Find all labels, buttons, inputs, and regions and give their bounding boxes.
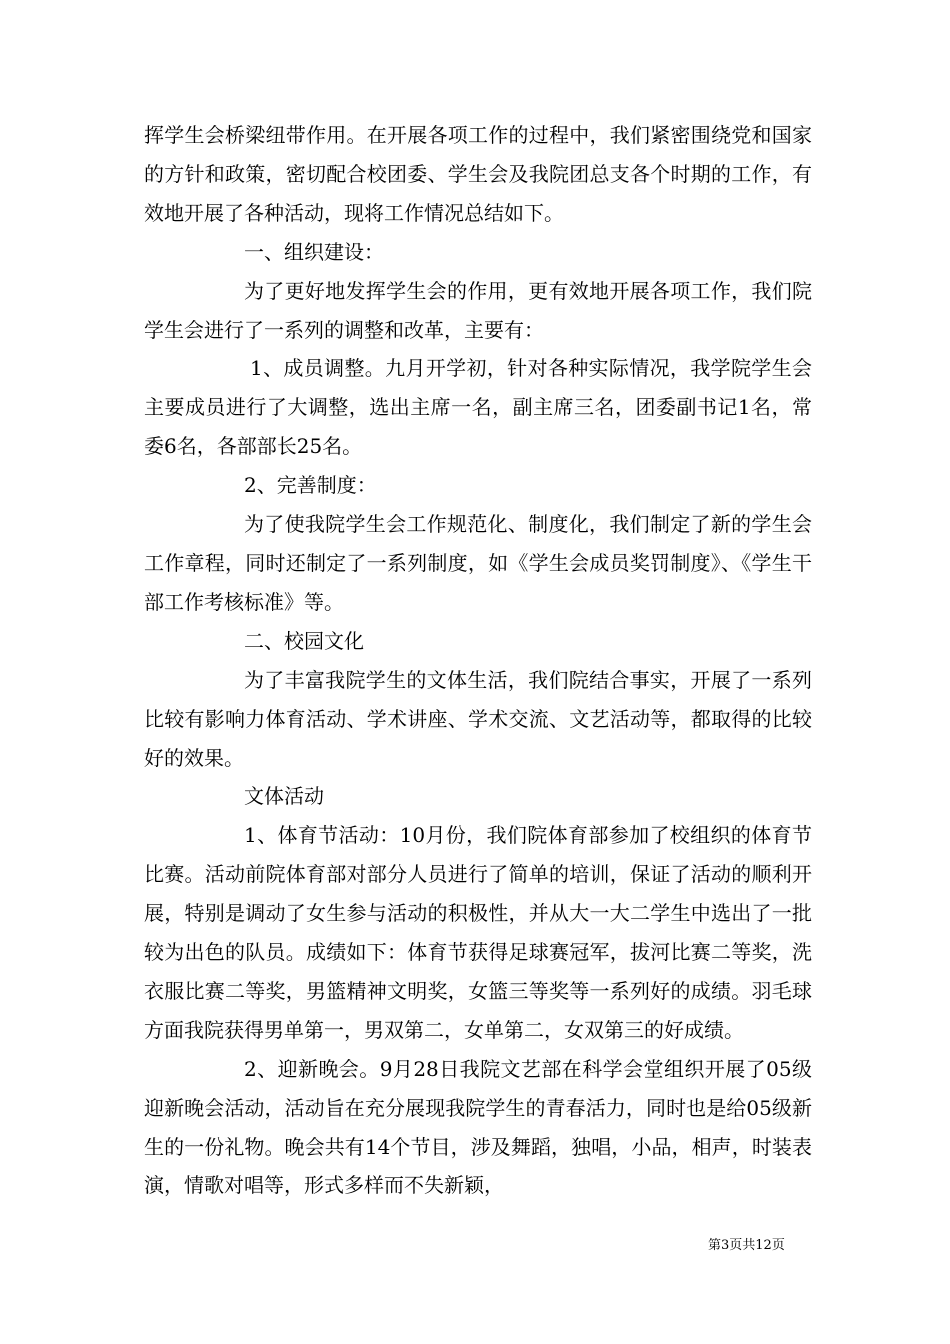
paragraph-organization-intro: 为了更好地发挥学生会的作用，更有效地开展各项工作，我们院学生会进行了一系列的调整和改革，主要有： [144,278,812,342]
section-heading-campus-culture: 二、校园文化 [244,628,364,653]
paragraph-welcome-party: 2、迎新晚会。9月28日我院文艺部在科学会堂组织开展了05级迎新晚会活动，活动旨在充分展现我院学生的青春活力，同时也是给05级新生的一份礼物。晚会共有14个节目，涉及舞蹈，独唱，小品，相声，时装表演，情歌对唱等，形式多样而不失新颖， [144,1056,812,1198]
subheading-sports-activities: 文体活动 [244,784,324,809]
paragraph-campus-culture: 为了丰富我院学生的文体生活，我们院结合事实，开展了一系列比较有影响力体育活动、学术讲座、学术交流、文艺活动等，都取得的比较好的效果。 [144,667,812,770]
paragraph-system-detail: 为了使我院学生会工作规范化、制度化，我们制定了新的学生会工作章程，同时还制定了一系列制度，如《学生会成员奖罚制度》、《学生干部工作考核标准》等。 [144,512,812,614]
page-number-footer: 第3页共12页 [708,1238,785,1253]
paragraph-member-adjustment: 1、成员调整。九月开学初，针对各种实际情况，我学院学生会主要成员进行了大调整，选出主席一名，副主席三名，团委副书记1名，常委6名，各部部长25名。 [144,356,812,459]
paragraph-sports-festival: 1、体育节活动：10月份，我们院体育部参加了校组织的体育节比赛。活动前院体育部对部分人员进行了简单的培训，保证了活动的顺利开展，特别是调动了女生参与活动的积极性，并从大一大二学生中选出了一批较为出色的队员。成绩如下：体育节获得足球赛冠军，拔河比赛二等奖，洗衣服比赛二等奖，男篮精神文明奖，女篮三等奖等一系列好的成绩。羽毛球方面我院获得男单第一，男双第二，女单第二，女双第三的好成绩。 [144,823,812,1042]
paragraph-intro-continuation: 挥学生会桥梁纽带作用。在开展各项工作的过程中，我们紧密围绕党和国家的方针和政策，密切配合校团委、学生会及我院团总支各个时期的工作，有效地开展了各种活动，现将工作情况总结如下。 [144,123,812,225]
subheading-improve-system: 2、完善制度： [244,473,377,498]
section-heading-organization: 一、组织建设： [244,239,384,264]
document-body [144,116,812,1205]
